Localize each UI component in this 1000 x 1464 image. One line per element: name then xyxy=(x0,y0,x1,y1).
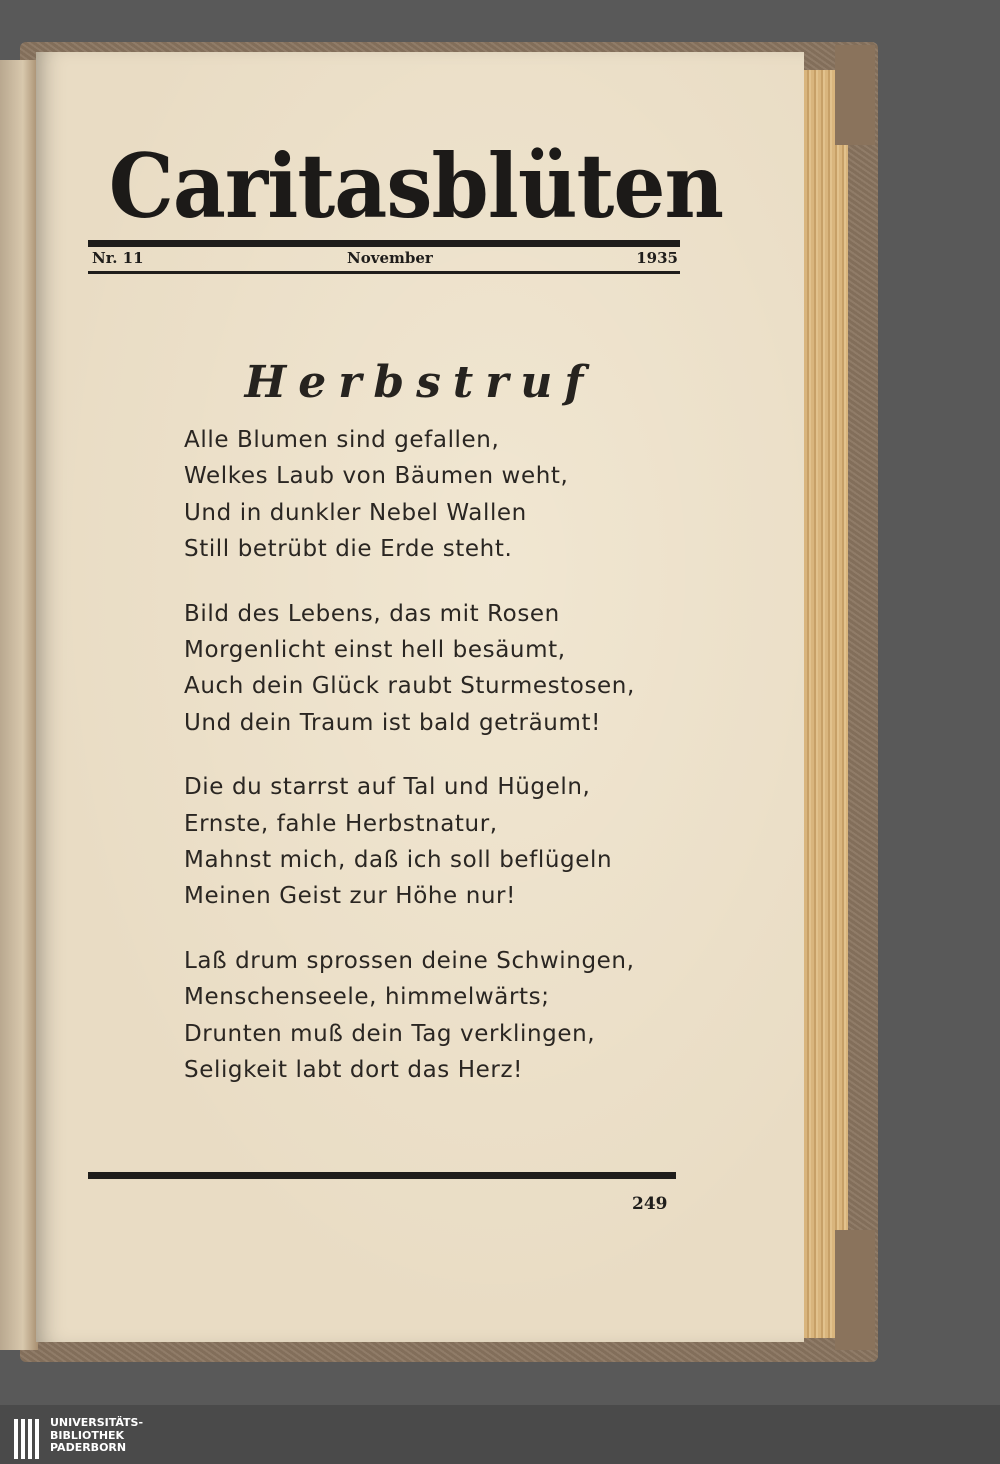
cover-corner-bottom xyxy=(835,1230,875,1350)
footer-rule xyxy=(88,1172,676,1179)
library-footer xyxy=(0,1405,1000,1464)
issue-year: 1935 xyxy=(636,249,678,267)
masthead-title: Caritasblüten xyxy=(108,134,724,238)
poem-body xyxy=(184,422,635,1117)
stanza-1 xyxy=(184,422,635,568)
poem-line: Seligkeit labt dort das Herz! xyxy=(184,1057,523,1084)
poem-line: Menschenseele, himmelwärts; xyxy=(184,984,550,1011)
left-page-edge xyxy=(0,60,38,1350)
poem-line: Drunten muß dein Tag verklingen, xyxy=(184,1020,596,1047)
poem-title: Herbstruf xyxy=(244,357,596,408)
poem-line: Morgenlicht einst hell besäumt, xyxy=(184,637,566,664)
stanza-4 xyxy=(184,943,635,1089)
cover-corner-top xyxy=(835,45,875,145)
poem-line: Laß drum sprossen deine Schwingen, xyxy=(184,947,635,974)
poem-line: Und in dunkler Nebel Wallen xyxy=(184,499,527,526)
poem-line: Alle Blumen sind gefallen, xyxy=(184,427,500,453)
masthead-rule-bottom xyxy=(88,271,680,274)
poem-line: Meinen Geist zur Höhe nur! xyxy=(184,883,516,910)
logo-line: BIBLIOTHEK xyxy=(50,1428,125,1442)
stanza-2 xyxy=(184,596,635,742)
poem-line: Mahnst mich, daß ich soll beflügeln xyxy=(184,847,613,874)
masthead-rule-top xyxy=(88,240,680,247)
logo-line: UNIVERSITÄTS- xyxy=(50,1416,144,1429)
masthead xyxy=(88,134,724,274)
book-page xyxy=(36,52,804,1342)
stanza-3 xyxy=(184,769,635,915)
issue-month: November xyxy=(347,249,433,267)
page-number: 249 xyxy=(632,1194,668,1214)
issue-number: Nr. 11 xyxy=(92,249,144,267)
poem-line: Welkes Laub von Bäumen weht, xyxy=(184,463,569,490)
poem-line: Ernste, fahle Herbstnatur, xyxy=(184,810,498,837)
masthead-meta xyxy=(88,247,680,267)
poem-line: Bild des Lebens, das mit Rosen xyxy=(184,600,560,627)
library-logo-icon xyxy=(14,1419,44,1459)
poem-line: Und dein Traum ist bald geträumt! xyxy=(184,709,601,736)
library-logo-text xyxy=(50,1417,143,1455)
poem-line: Auch dein Glück raubt Sturmestosen, xyxy=(184,673,635,700)
logo-line: PADERBORN xyxy=(50,1441,127,1454)
poem-line: Die du starrst auf Tal und Hügeln, xyxy=(184,774,591,801)
poem-line: Still betrübt die Erde steht. xyxy=(184,536,513,563)
